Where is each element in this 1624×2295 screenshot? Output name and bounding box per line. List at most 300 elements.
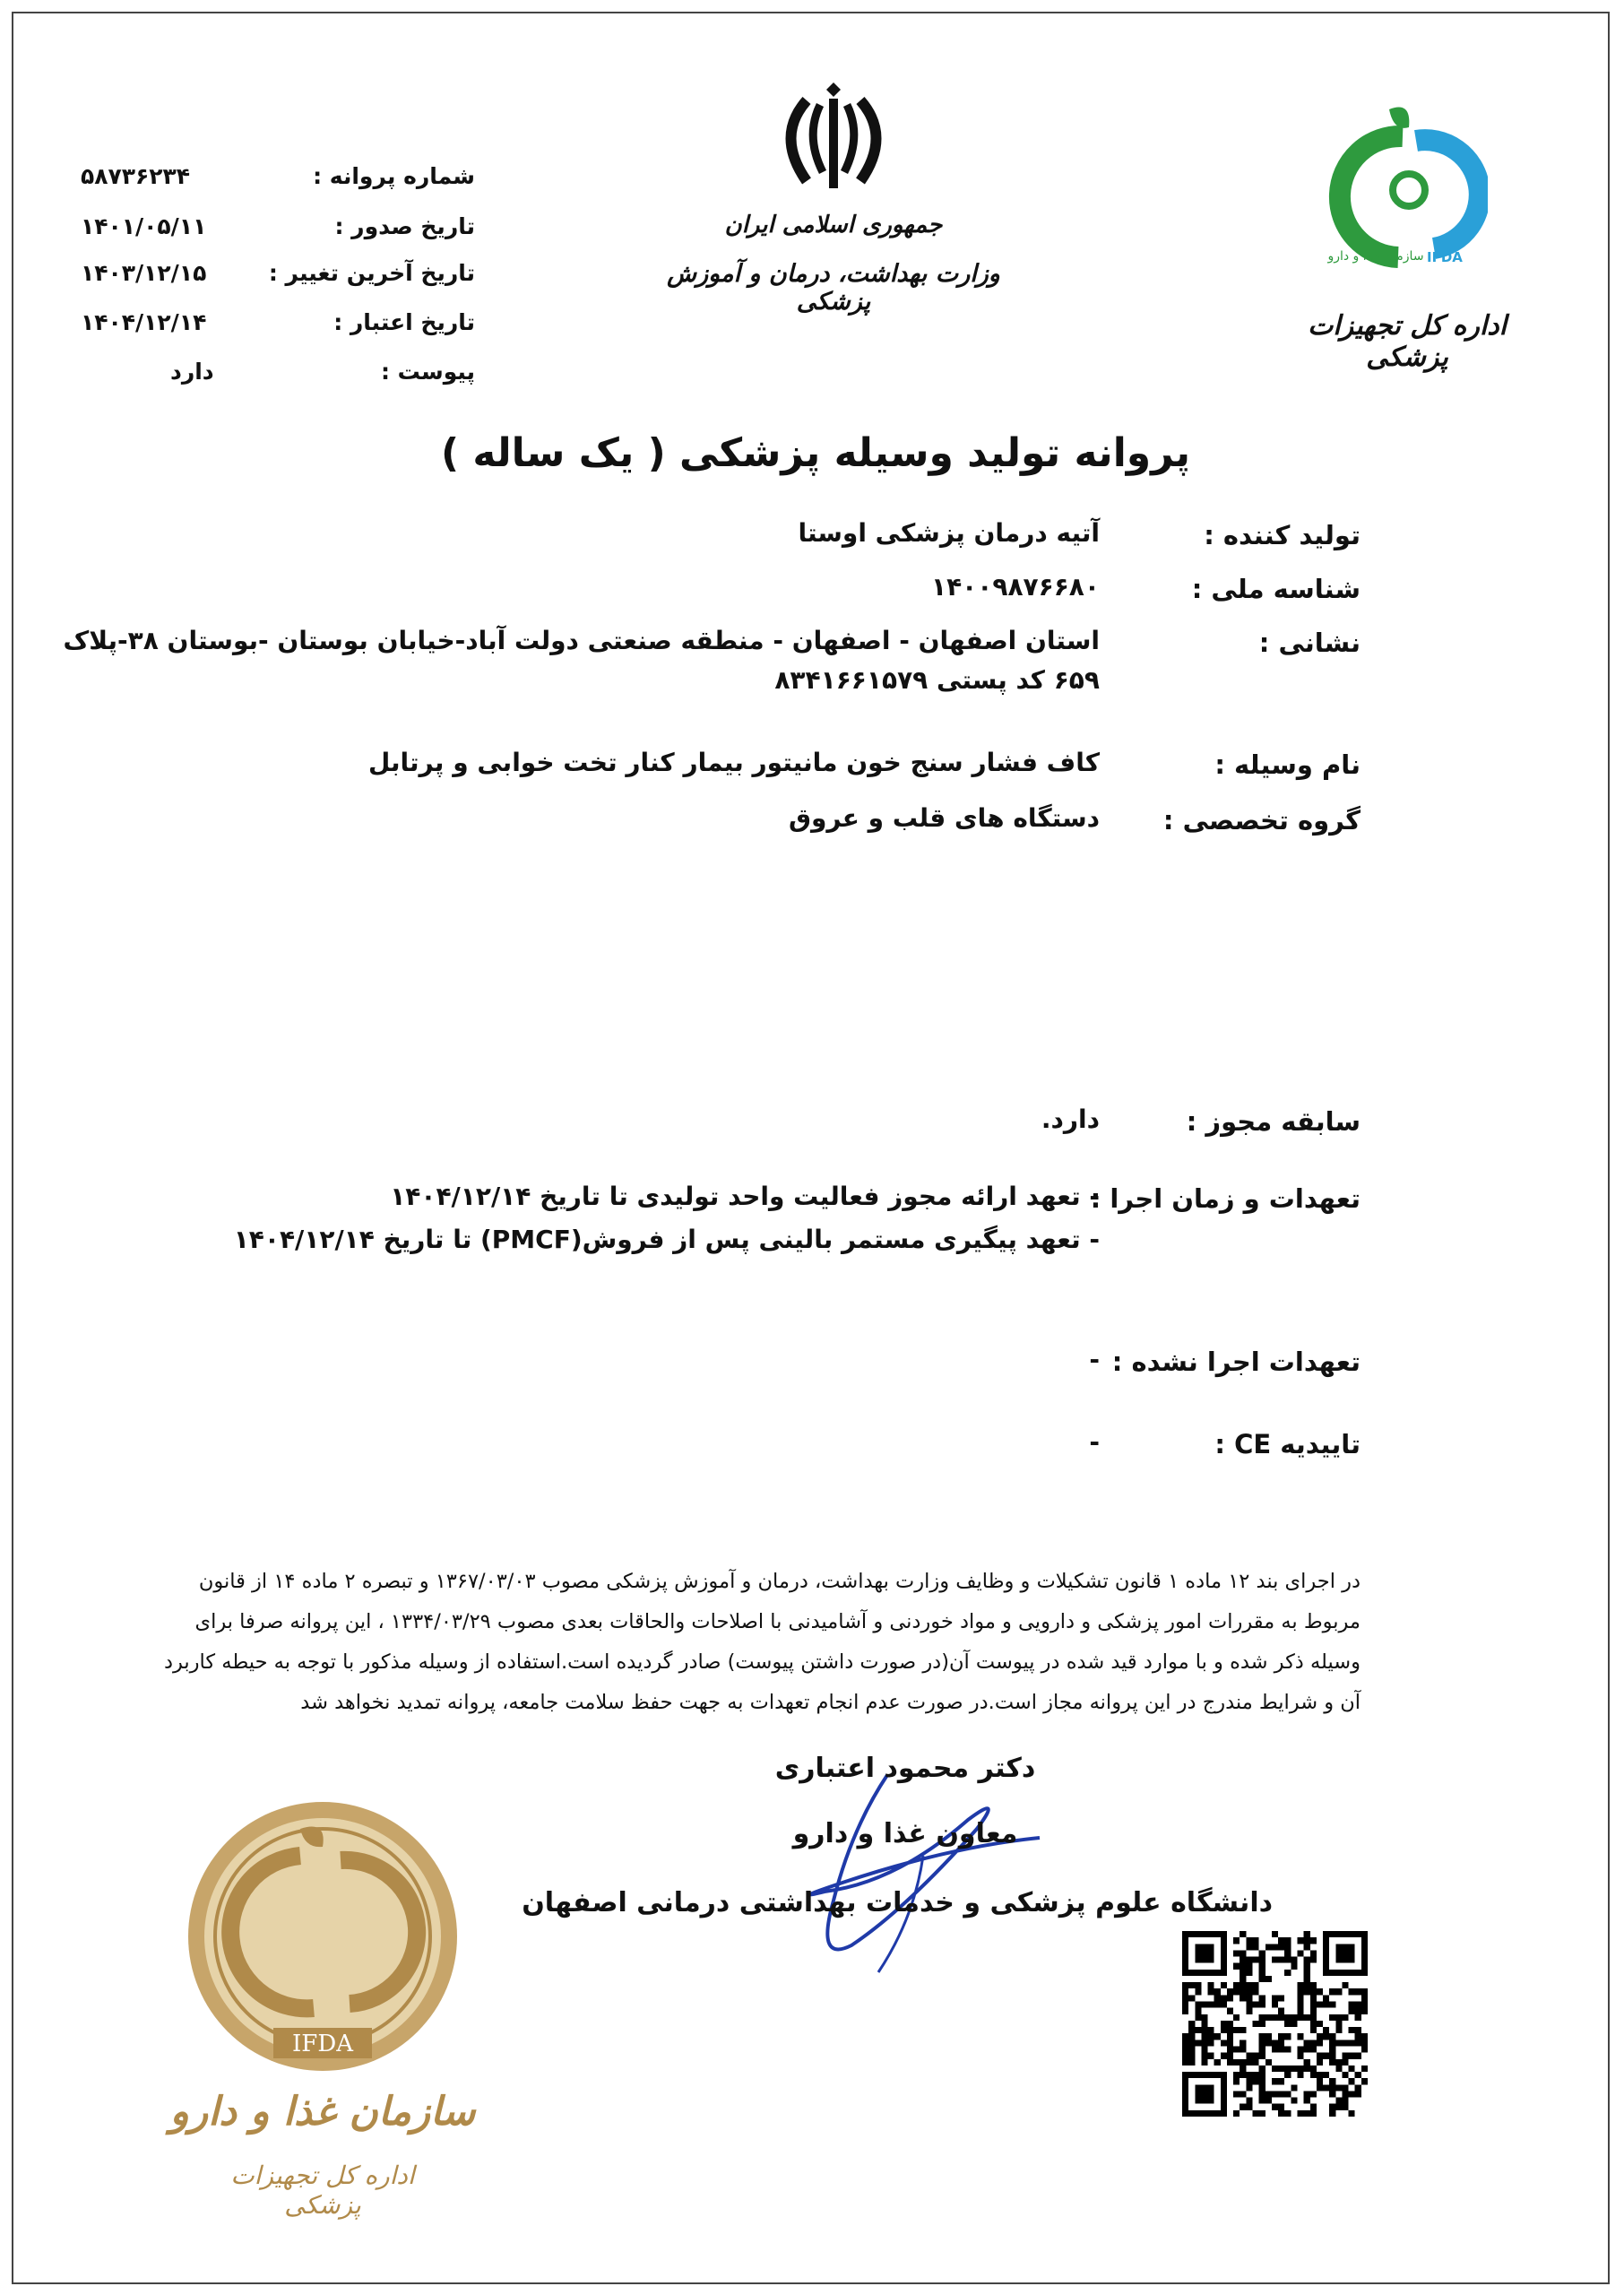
qr-module [1355, 2033, 1361, 2040]
qr-module [1266, 2059, 1272, 2066]
meta-value: ۵۸۷۳۶۲۳۴ [81, 163, 191, 189]
qr-module [1188, 2053, 1195, 2059]
qr-module [1227, 2059, 1233, 2066]
qr-module [1278, 2046, 1284, 2052]
qr-module [1246, 2104, 1252, 2110]
qr-module [1259, 2046, 1266, 2052]
qr-module [1272, 2040, 1278, 2046]
meta-value: دارد [170, 359, 214, 385]
qr-module [1240, 2072, 1246, 2078]
qr-module [1233, 2046, 1240, 2052]
qr-module [1297, 2072, 1303, 2078]
qr-module [1304, 1988, 1310, 1995]
qr-module [1361, 2078, 1368, 2084]
qr-module [1355, 2002, 1361, 2008]
qr-module [1349, 2110, 1355, 2117]
qr-module [1227, 2033, 1233, 2040]
qr-module [1349, 2078, 1355, 2084]
qr-module [1355, 2091, 1361, 2097]
paragraph-line: آن و شرایط مندرج در این پروانه مجاز است.در صورت عدم انجام تعهدات به جهت حفظ سلامت جامعه، پروانه تمدید نخواهد شد [300, 1691, 1361, 1714]
device-name-value: کاف فشار سنج خون مانیتور بیمار کنار تخت خوابی و پرتابل [367, 748, 1100, 777]
qr-module [1221, 2040, 1227, 2046]
qr-module [1310, 2072, 1317, 2078]
qr-module [1182, 2059, 1188, 2066]
qr-module [1278, 1937, 1284, 1944]
license-history-label: سابقه مجوز : [1186, 1106, 1361, 1137]
qr-module [1310, 2014, 1317, 2021]
qr-module [1297, 2008, 1303, 2014]
qr-module [1201, 2033, 1207, 2040]
qr-module [1272, 2078, 1278, 2084]
qr-module [1291, 2098, 1297, 2104]
qr-module [1310, 2066, 1317, 2072]
qr-module [1297, 2033, 1303, 2040]
qr-module [1310, 2046, 1317, 2052]
qr-module [1329, 2104, 1335, 2110]
national-id-value: ۱۴۰۰۹۸۷۶۶۸۰ [931, 572, 1100, 602]
qr-module [1278, 2040, 1284, 2046]
qr-module [1355, 2084, 1361, 2091]
qr-module [1272, 1931, 1278, 1937]
qr-module [1253, 2053, 1259, 2059]
qr-module [1246, 2072, 1252, 2078]
commitment-line-2: - تعهد پیگیری مستمر بالینی پس از فروش(PMCF) تا تاریخ ۱۴۰۴/۱۲/۱۴ [233, 1225, 1100, 1254]
qr-module [1297, 2053, 1303, 2059]
qr-module [1182, 2046, 1188, 2052]
qr-module [1266, 2098, 1272, 2104]
qr-module [1259, 2040, 1266, 2046]
qr-module [1278, 1957, 1284, 1963]
qr-module [1297, 1995, 1303, 2001]
ce-label: تاییدیه CE : [1214, 1429, 1361, 1459]
qr-module [1233, 2072, 1240, 2078]
qr-module [1208, 2033, 1214, 2040]
qr-module [1361, 2033, 1368, 2040]
qr-module [1240, 1970, 1246, 1976]
qr-module [1284, 1944, 1291, 1950]
qr-module [1361, 1988, 1368, 1995]
qr-module [1201, 2046, 1207, 2052]
qr-module [1361, 1995, 1368, 2001]
qr-module [1297, 2014, 1303, 2021]
qr-module [1259, 2021, 1266, 2027]
meta-label: تاریخ صدور : [334, 213, 475, 239]
seal-org: سازمان غذا و دارو [169, 2089, 476, 2135]
qr-module [1355, 2014, 1361, 2021]
qr-module [1304, 2091, 1310, 2097]
qr-module [1246, 2002, 1252, 2008]
qr-module [1201, 2002, 1207, 2008]
qr-module [1214, 2002, 1221, 2008]
qr-module [1310, 1988, 1317, 1995]
qr-module [1317, 2033, 1323, 2040]
qr-module [1342, 2098, 1348, 2104]
qr-module [1214, 2059, 1221, 2066]
specialty-group-label: گروه تخصصی : [1162, 805, 1361, 836]
qr-module [1272, 2066, 1278, 2072]
qr-module [1355, 2040, 1361, 2046]
qr-module [1329, 2002, 1335, 2008]
qr-module [1266, 2091, 1272, 2097]
qr-code[interactable] [1182, 1931, 1368, 2117]
qr-module [1304, 1970, 1310, 1976]
qr-module [1349, 2066, 1355, 2072]
qr-module [1240, 2027, 1246, 2033]
qr-module [1221, 2053, 1227, 2059]
qr-module [1259, 1970, 1266, 1976]
qr-module [1297, 2066, 1303, 2072]
qr-module [1291, 2014, 1297, 2021]
qr-module [1188, 2046, 1195, 2052]
qr-module [1278, 2104, 1284, 2110]
seal-dept: اداره کل تجهیزات پزشکی [230, 2161, 415, 2220]
qr-module [1284, 1937, 1291, 1944]
qr-module [1284, 2014, 1291, 2021]
qr-module [1342, 2040, 1348, 2046]
qr-module [1361, 2066, 1368, 2072]
qr-module [1233, 2027, 1240, 2033]
qr-module [1246, 1970, 1252, 1976]
qr-module [1317, 1988, 1323, 1995]
qr-module [1201, 2027, 1207, 2033]
qr-module [1227, 2027, 1233, 2033]
meta-last-change-date [81, 260, 475, 296]
qr-module [1240, 1982, 1246, 1988]
qr-module [1201, 2059, 1207, 2066]
qr-module [1246, 1988, 1252, 1995]
qr-module [1246, 1944, 1252, 1950]
qr-module [1329, 2033, 1335, 2040]
qr-finder [1335, 1944, 1354, 1962]
qr-module [1310, 2021, 1317, 2027]
qr-module [1310, 1995, 1317, 2001]
qr-module [1284, 1970, 1291, 1976]
qr-module [1291, 2066, 1297, 2072]
signatory-organization: دانشگاه علوم پزشکی و خدمات بهداشتی درمانی اصفهان [522, 1887, 1273, 1918]
qr-module [1259, 1957, 1266, 1963]
qr-module [1195, 2040, 1201, 2046]
qr-module [1240, 2091, 1246, 2097]
qr-module [1233, 1950, 1240, 1956]
page-title: پروانه تولید وسیله پزشکی ( یک ساله ) [440, 430, 1191, 476]
qr-module [1233, 2078, 1240, 2084]
qr-module [1304, 1937, 1310, 1944]
ifda-seal [166, 1793, 479, 2223]
qr-module [1259, 1963, 1266, 1970]
qr-finder [1195, 2084, 1214, 2103]
qr-module [1233, 1988, 1240, 1995]
legal-paragraph [163, 1562, 1361, 1723]
qr-module [1195, 2027, 1201, 2033]
qr-module [1182, 1995, 1188, 2001]
qr-module [1310, 2027, 1317, 2033]
qr-module [1342, 2072, 1348, 2078]
qr-module [1310, 2040, 1317, 2046]
qr-module [1201, 2053, 1207, 2059]
qr-module [1253, 1982, 1259, 1988]
qr-module [1304, 2014, 1310, 2021]
qr-module [1201, 2014, 1207, 2021]
qr-module [1304, 1963, 1310, 1970]
qr-module [1227, 2040, 1233, 2046]
seal-abbr: IFDA [292, 2031, 353, 2057]
qr-module [1259, 2072, 1266, 2078]
ce-value: - [1089, 1427, 1100, 1457]
qr-module [1266, 2040, 1272, 2046]
qr-module [1246, 2078, 1252, 2084]
qr-module [1188, 2059, 1195, 2066]
qr-module [1329, 2040, 1335, 2046]
qr-module [1240, 2040, 1246, 2046]
qr-module [1310, 1982, 1317, 1988]
qr-module [1304, 2098, 1310, 2104]
qr-module [1272, 2046, 1278, 2052]
qr-module [1310, 2002, 1317, 2008]
qr-module [1233, 2110, 1240, 2117]
qr-module [1233, 1937, 1240, 1944]
qr-module [1227, 2008, 1233, 2014]
qr-module [1259, 2033, 1266, 2040]
qr-module [1208, 2053, 1214, 2059]
qr-module [1310, 2104, 1317, 2110]
qr-module [1349, 2008, 1355, 2014]
meta-label: شماره پروانه : [313, 163, 475, 189]
qr-module [1297, 1950, 1303, 1956]
qr-module [1208, 2002, 1214, 2008]
qr-module [1233, 2014, 1240, 2021]
unfulfilled-label: تعهدات اجرا نشده : [1111, 1347, 1361, 1377]
qr-module [1240, 1963, 1246, 1970]
qr-module [1233, 2091, 1240, 2097]
address-line-2: ۶۵۹ کد پستی ۸۳۴۱۶۶۱۵۷۹ [774, 665, 1100, 695]
qr-module [1214, 2033, 1221, 2040]
qr-module [1291, 2084, 1297, 2091]
qr-module [1266, 1976, 1272, 1982]
qr-module [1259, 1995, 1266, 2001]
qr-module [1284, 2072, 1291, 2078]
qr-module [1208, 2027, 1214, 2033]
qr-module [1266, 1944, 1272, 1950]
qr-module [1182, 2002, 1188, 2008]
qr-module [1329, 2084, 1335, 2091]
signatory-name: دکتر محمود اعتباری [774, 1753, 1036, 1784]
ifda-logo [1326, 100, 1488, 280]
qr-module [1233, 1982, 1240, 1988]
qr-module [1317, 2084, 1323, 2091]
qr-module [1342, 2053, 1348, 2059]
qr-module [1259, 1950, 1266, 1956]
qr-module [1355, 2027, 1361, 2033]
qr-module [1304, 2059, 1310, 2066]
paragraph-line: وسیله ذکر شده و با موارد قید شده در پیوست آن(در صورت داشتن پیوست) صادر گردیده است.استفاده از وسیله مذکور با توجه به حیطه کاربرد [163, 1650, 1361, 1674]
qr-module [1272, 1957, 1278, 1963]
qr-module [1361, 2008, 1368, 2014]
qr-module [1221, 2002, 1227, 2008]
qr-module [1182, 2008, 1188, 2014]
qr-module [1221, 2021, 1227, 2027]
qr-module [1188, 2021, 1195, 2027]
paragraph-line: مربوط به مقررات امور پزشکی و دارویی و مواد خوردنی و آشامیدنی با اصلاحات والحاقات بعدی مصوب ۱۳۳۴/۰۳/۲۹ ، این پروانه صرفا برای [194, 1610, 1361, 1633]
qr-module [1323, 2033, 1329, 2040]
device-name-label: نام وسیله : [1214, 749, 1361, 780]
qr-module [1259, 2091, 1266, 2097]
qr-module [1297, 2046, 1303, 2052]
qr-module [1240, 1976, 1246, 1982]
qr-module [1195, 1988, 1201, 1995]
qr-module [1195, 2014, 1201, 2021]
qr-module [1246, 2059, 1252, 2066]
ifda-dept: اداره کل تجهیزات پزشکی [1308, 310, 1507, 373]
meta-license-number [81, 163, 475, 199]
qr-module [1188, 2027, 1195, 2033]
qr-module [1317, 2002, 1323, 2008]
qr-module [1329, 2053, 1335, 2059]
qr-module [1291, 1963, 1297, 1970]
qr-module [1253, 2110, 1259, 2117]
qr-module [1253, 1944, 1259, 1950]
qr-module [1259, 1976, 1266, 1982]
qr-module [1329, 2046, 1335, 2052]
qr-module [1227, 2046, 1233, 2052]
qr-module [1335, 2104, 1342, 2110]
unfulfilled-value: - [1089, 1345, 1100, 1374]
qr-module [1182, 2040, 1188, 2046]
license-history-value: دارد. [1041, 1104, 1100, 1134]
qr-module [1259, 2110, 1266, 2117]
qr-module [1335, 2084, 1342, 2091]
qr-module [1195, 2002, 1201, 2008]
qr-module [1214, 1988, 1221, 1995]
qr-module [1304, 2040, 1310, 2046]
qr-module [1323, 2002, 1329, 2008]
qr-module [1323, 2027, 1329, 2033]
qr-module [1310, 2091, 1317, 2097]
qr-module [1208, 2040, 1214, 2046]
qr-module [1272, 2014, 1278, 2021]
qr-module [1201, 2040, 1207, 2046]
qr-module [1253, 2072, 1259, 2078]
qr-module [1259, 2098, 1266, 2104]
qr-module [1284, 2110, 1291, 2117]
qr-module [1329, 2059, 1335, 2066]
qr-module [1188, 2040, 1195, 2046]
specialty-group-value: دستگاه های قلب و عروق [788, 803, 1100, 833]
qr-module [1240, 1931, 1246, 1937]
qr-module [1240, 2046, 1246, 2052]
qr-module [1317, 2053, 1323, 2059]
qr-module [1214, 1995, 1221, 2001]
qr-module [1188, 1982, 1195, 1988]
qr-module [1304, 1957, 1310, 1963]
qr-module [1208, 1988, 1214, 1995]
qr-module [1342, 2014, 1348, 2021]
qr-module [1278, 2014, 1284, 2021]
qr-module [1246, 2053, 1252, 2059]
qr-module [1284, 2021, 1291, 2027]
qr-module [1355, 2072, 1361, 2078]
commitment-line-1: - تعهد ارائه مجوز فعالیت واحد تولیدی تا تاریخ ۱۴۰۴/۱۲/۱۴ [390, 1182, 1100, 1211]
qr-module [1278, 2066, 1284, 2072]
qr-module [1329, 2091, 1335, 2097]
qr-module [1253, 1957, 1259, 1963]
qr-module [1317, 2072, 1323, 2078]
qr-module [1246, 2098, 1252, 2104]
meta-validity-date [81, 309, 475, 345]
qr-module [1227, 1988, 1233, 1995]
qr-finder [1195, 1944, 1214, 1962]
manufacturer-value: آتیه درمان پزشکی اوستا [798, 518, 1100, 548]
qr-module [1335, 1988, 1342, 1995]
qr-module [1246, 1937, 1252, 1944]
qr-module [1221, 1995, 1227, 2001]
qr-module [1272, 2104, 1278, 2110]
signature [771, 1757, 1058, 1999]
qr-module [1304, 1982, 1310, 1988]
qr-module [1323, 2072, 1329, 2078]
qr-module [1278, 1995, 1284, 2001]
qr-module [1240, 1957, 1246, 1963]
qr-module [1317, 2078, 1323, 2084]
qr-module [1329, 2014, 1335, 2021]
qr-module [1329, 2078, 1335, 2084]
qr-module [1310, 1957, 1317, 1963]
qr-module [1227, 2021, 1233, 2027]
qr-module [1310, 2008, 1317, 2014]
meta-label: تاریخ اعتبار : [333, 309, 475, 335]
qr-module [1253, 2021, 1259, 2027]
qr-module [1182, 1988, 1188, 1995]
qr-module [1284, 1957, 1291, 1963]
qr-module [1284, 1950, 1291, 1956]
address-line-1: استان اصفهان - اصفهان - منطقه صنعتی دولت آباد-خیابان بوستان -بوستان ۳۸-پلاک [63, 626, 1100, 655]
qr-module [1342, 2059, 1348, 2066]
qr-module [1182, 1982, 1188, 1988]
qr-module [1349, 2002, 1355, 2008]
qr-module [1335, 2066, 1342, 2072]
meta-value: ۱۴۰۳/۱۲/۱۵ [81, 260, 207, 286]
qr-module [1188, 2033, 1195, 2040]
qr-module [1310, 1950, 1317, 1956]
qr-module [1246, 1957, 1252, 1963]
qr-module [1342, 1982, 1348, 1988]
qr-module [1317, 2021, 1323, 2027]
qr-module [1259, 2053, 1266, 2059]
qr-module [1297, 2110, 1303, 2117]
qr-module [1246, 1995, 1252, 2001]
qr-module [1227, 1995, 1233, 2001]
qr-module [1284, 2046, 1291, 2052]
qr-module [1253, 2059, 1259, 2066]
meta-value: ۱۴۰۱/۰۵/۱۱ [81, 213, 207, 239]
qr-module [1246, 2008, 1252, 2014]
qr-module [1297, 1937, 1303, 1944]
qr-module [1246, 1982, 1252, 1988]
qr-module [1335, 2098, 1342, 2104]
qr-module [1266, 2033, 1272, 2040]
qr-module [1259, 2078, 1266, 2084]
qr-module [1240, 2104, 1246, 2110]
qr-module [1240, 1995, 1246, 2001]
qr-module [1221, 1982, 1227, 1988]
qr-module [1291, 1957, 1297, 1963]
qr-module [1329, 2110, 1335, 2117]
qr-module [1272, 2002, 1278, 2008]
manufacturer-label: تولید کننده : [1204, 520, 1361, 550]
emblem-line-1: جمهوری اسلامی ایران [724, 212, 943, 238]
qr-module [1323, 2084, 1329, 2091]
qr-module [1195, 2008, 1201, 2014]
qr-module [1266, 2014, 1272, 2021]
